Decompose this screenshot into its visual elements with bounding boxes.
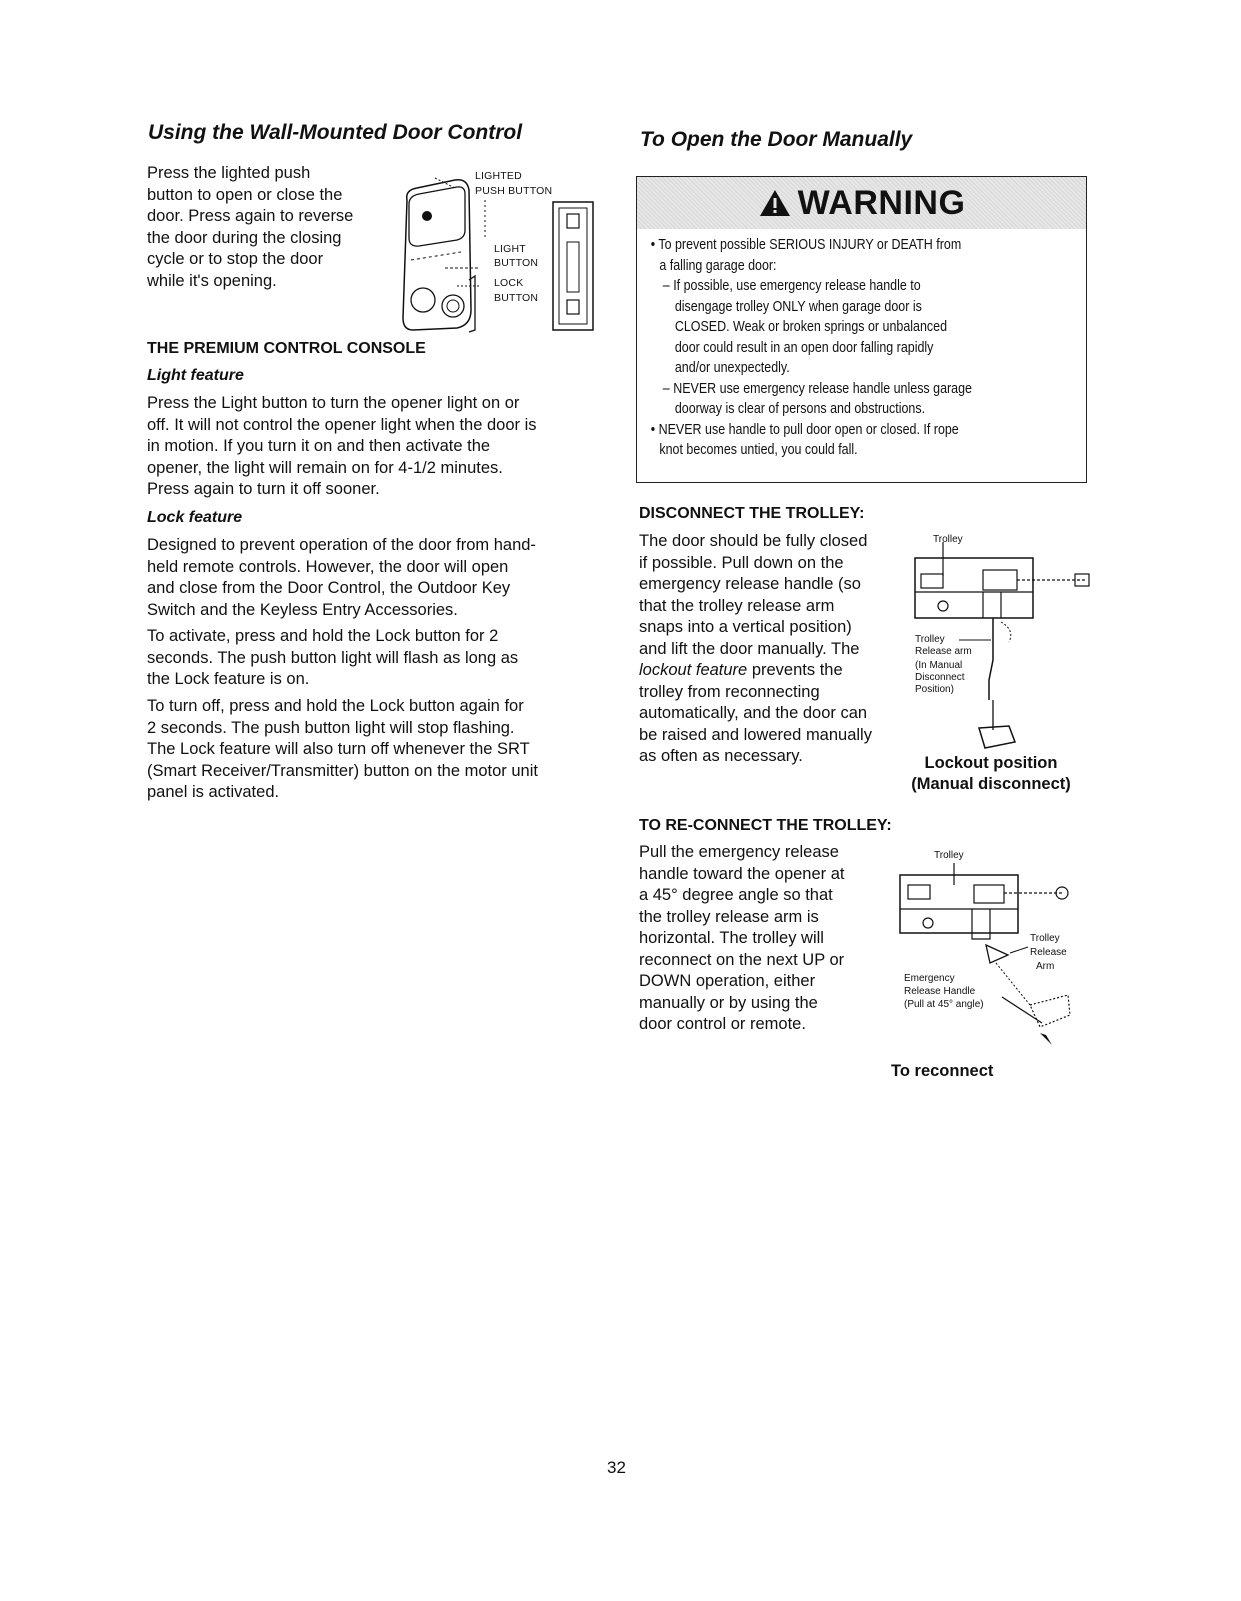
light-feature-heading: Light feature xyxy=(147,367,244,384)
text-line: emergency release handle (so xyxy=(639,575,861,593)
label-arm: Arm xyxy=(1036,961,1055,972)
warning-title: WARNING xyxy=(797,183,966,222)
lock-feature-heading: Lock feature xyxy=(147,509,243,526)
warning-line: • NEVER use handle to pull door open or closed. If rope xyxy=(650,421,959,438)
text-line: off. It will not control the opener light when the door is xyxy=(147,415,537,434)
lock-feature-para-2 xyxy=(147,626,607,691)
lockout-line: lockout feature prevents the xyxy=(639,661,843,679)
text-line: the trolley release arm is xyxy=(639,907,819,926)
text-line: manually or by using the xyxy=(639,993,818,1012)
warning-line: CLOSED. Weak or broken springs or unbalanced xyxy=(674,319,948,335)
label-arm-release: Release xyxy=(1030,947,1067,958)
lockout-feature-term: lockout feature xyxy=(639,661,748,679)
text-line: The door should be fully closed xyxy=(639,532,868,550)
caption-line: Lockout position xyxy=(924,754,1058,772)
left-section-title: Using the Wall-Mounted Door Control xyxy=(148,121,523,144)
text-line: reconnect on the next UP or xyxy=(639,950,845,969)
label-pull-angle: (Pull at 45° angle) xyxy=(904,999,984,1010)
text-line: opener, the light will remain on for 4-1/2 minutes. xyxy=(147,458,503,477)
disconnect-heading: DISCONNECT THE TROLLEY: xyxy=(639,505,865,522)
intro-line: the door during the closing xyxy=(147,228,342,247)
text-line: trolley from reconnecting xyxy=(639,682,820,701)
warning-line: door could result in an open door falling rapidly xyxy=(674,339,934,356)
label-in-manual: (In Manual xyxy=(915,660,963,671)
text-line: in motion. If you turn it on and then activate the xyxy=(147,437,491,455)
text-line: DOWN operation, either xyxy=(639,972,816,990)
text-line: To turn off, press and hold the Lock button again for xyxy=(147,697,524,715)
reconnect-figure xyxy=(890,845,1085,1055)
text-line: seconds. The push button light will flash as long as xyxy=(147,648,519,667)
text-line: automatically, and the door can xyxy=(639,704,868,722)
label-disconnect: Disconnect xyxy=(915,672,965,683)
intro-line: door. Press again to reverse xyxy=(147,207,354,225)
intro-line: cycle or to stop the door xyxy=(147,250,324,268)
intro-line: Press the lighted push xyxy=(147,164,311,182)
text-line: Press the Light button to turn the opener light on or xyxy=(147,394,520,412)
text-line: be raised and lowered manually xyxy=(639,725,872,744)
warning-line: knot becomes untied, you could fall. xyxy=(659,442,858,458)
text-line: and lift the door manually. The xyxy=(639,639,860,658)
reconnect-caption: To reconnect xyxy=(891,1062,994,1080)
text-line: panel is activated. xyxy=(147,783,280,801)
text-line: Press again to turn it off sooner. xyxy=(147,480,380,498)
label-lighted: LIGHTED xyxy=(475,170,522,182)
warning-line: and/or unexpectedly. xyxy=(674,360,790,376)
text-line: held remote controls. However, the door will open xyxy=(147,557,509,576)
label-lock-button: BUTTON xyxy=(494,292,539,304)
warning-line: disengage trolley ONLY when garage door is xyxy=(674,298,922,315)
light-feature-text xyxy=(147,393,607,501)
page-number: 32 xyxy=(607,1458,626,1477)
text-line: Pull the emergency release xyxy=(639,843,839,861)
text-line: (Smart Receiver/Transmitter) button on the motor unit xyxy=(147,761,538,780)
warning-line: – NEVER use emergency release handle unless garage xyxy=(662,380,972,397)
lock-feature-para-1 xyxy=(147,535,607,621)
warning-line: • To prevent possible SERIOUS INJURY or DEATH from xyxy=(650,237,962,253)
label-light-button: BUTTON xyxy=(494,257,539,269)
label-emergency: Emergency xyxy=(904,973,955,984)
reconnect-heading: TO RE-CONNECT THE TROLLEY: xyxy=(639,817,892,834)
warning-header xyxy=(637,177,1086,229)
warning-line: – If possible, use emergency release handle to xyxy=(662,278,921,294)
label-trolley: Trolley xyxy=(933,534,963,545)
text-line: that the trolley release arm xyxy=(639,596,835,615)
intro-text xyxy=(147,163,407,292)
text-line: handle toward the opener at xyxy=(639,864,845,883)
warning-line: a falling garage door: xyxy=(659,257,777,274)
label-release-arm: Release arm xyxy=(915,646,972,657)
reconnect-text xyxy=(639,842,899,1036)
disconnect-text xyxy=(639,531,909,768)
label-arm-trolley: Trolley xyxy=(1030,933,1060,944)
text-line: the Lock feature is on. xyxy=(147,670,310,688)
label-position: Position) xyxy=(915,684,954,695)
text-line: The Lock feature will also turn off whenever the SRT xyxy=(147,740,530,758)
door-control-figure xyxy=(395,160,600,335)
label-trolley-release: Trolley xyxy=(915,634,945,645)
lockout-caption xyxy=(901,753,1081,795)
warning-box xyxy=(636,176,1087,483)
text-line: Designed to prevent operation of the door from hand- xyxy=(147,536,536,554)
text-line: if possible. Pull down on the xyxy=(639,553,844,572)
intro-line: button to open or close the xyxy=(147,185,343,204)
caption-line: (Manual disconnect) xyxy=(911,775,1071,793)
text-line: To activate, press and hold the Lock button for 2 xyxy=(147,627,499,645)
console-heading: THE PREMIUM CONTROL CONSOLE xyxy=(147,340,426,357)
warning-line: doorway is clear of persons and obstructions. xyxy=(674,401,926,417)
label-trolley-2: Trolley xyxy=(934,850,964,861)
lockout-figure xyxy=(905,530,1100,760)
label-push-button: PUSH BUTTON xyxy=(475,185,553,197)
text-line-lockout xyxy=(639,660,909,682)
right-section-title: To Open the Door Manually xyxy=(640,128,913,151)
label-lock: LOCK xyxy=(494,277,524,289)
text-line: Switch and the Keyless Entry Accessories. xyxy=(147,600,458,619)
text-line: a 45° degree angle so that xyxy=(639,886,833,904)
text-line: 2 seconds. The push button light will stop flashing. xyxy=(147,718,515,737)
text-line: and close from the Door Control, the Outdoor Key xyxy=(147,579,511,597)
text-line: door control or remote. xyxy=(639,1015,806,1033)
warning-body xyxy=(637,229,1089,471)
label-release-handle: Release Handle xyxy=(904,986,976,997)
lock-feature-para-3 xyxy=(147,696,607,804)
text-line: as often as necessary. xyxy=(639,747,803,765)
text-line: snaps into a vertical position) xyxy=(639,618,852,636)
label-light: LIGHT xyxy=(494,243,526,255)
warning-triangle-icon xyxy=(758,188,792,218)
intro-line: while it's opening. xyxy=(147,271,277,290)
text-line: horizontal. The trolley will xyxy=(639,929,824,947)
